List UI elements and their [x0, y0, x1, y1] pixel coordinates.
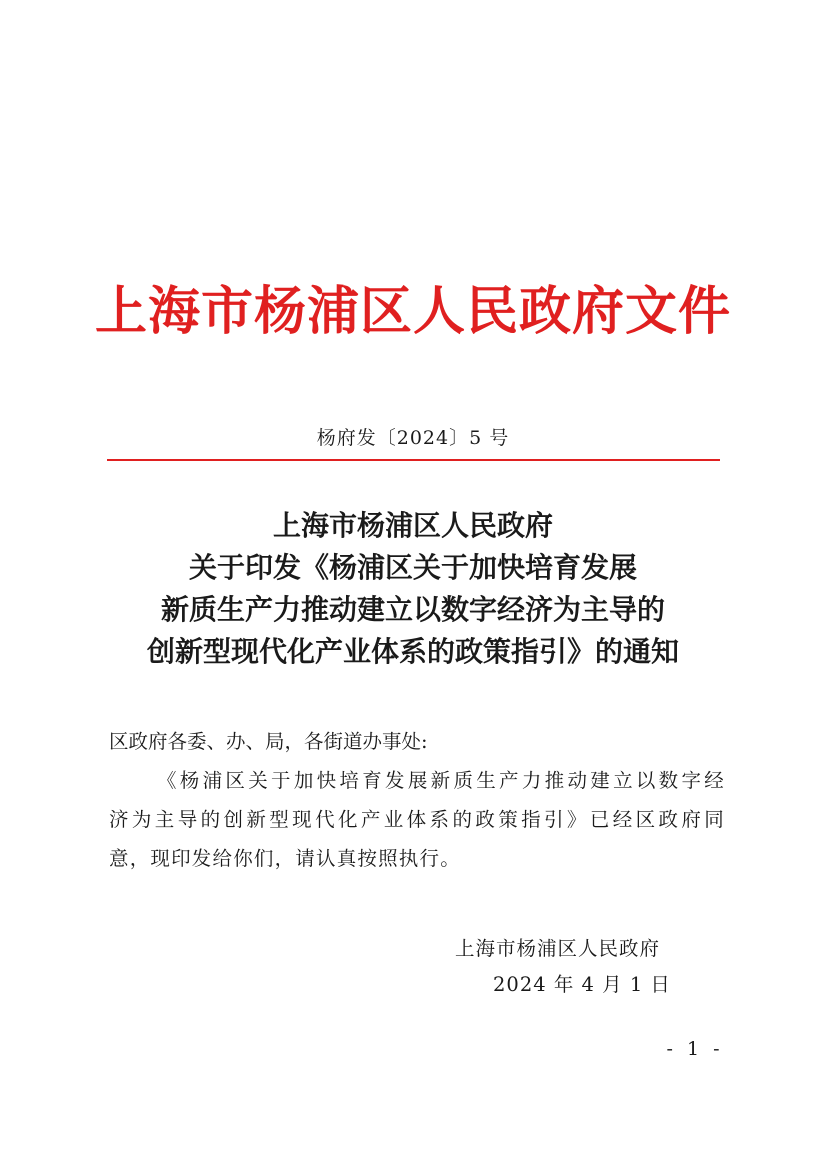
body-paragraph-line: 济为主导的创新型现代化产业体系的政策指引》已经区政府同	[109, 808, 725, 831]
signature-date: 2024 年 4 月 1 日	[493, 973, 671, 996]
document-title	[0, 505, 826, 673]
signature-issuer: 上海市杨浦区人民政府	[455, 937, 661, 960]
document-body	[109, 722, 725, 878]
body-paragraph-line: 意，现印发给你们，请认真按照执行。	[109, 847, 461, 870]
red-divider-rule	[107, 459, 720, 461]
title-line: 创新型现代化产业体系的政策指引》的通知	[146, 635, 679, 668]
body-paragraph-line: 《杨浦区关于加快培育发展新质生产力推动建立以数字经	[157, 769, 725, 792]
salutation: 区政府各委、办、局，各街道办事处:	[109, 730, 428, 753]
title-line: 上海市杨浦区人民政府	[272, 509, 553, 542]
title-line: 新质生产力推动建立以数字经济为主导的	[160, 593, 665, 626]
document-masthead: 上海市杨浦区人民政府文件	[94, 282, 731, 342]
document-number: 杨府发〔2024〕5 号	[316, 427, 510, 449]
title-line: 关于印发《杨浦区关于加快培育发展	[188, 551, 637, 584]
page-number: - 1 -	[666, 1038, 724, 1060]
